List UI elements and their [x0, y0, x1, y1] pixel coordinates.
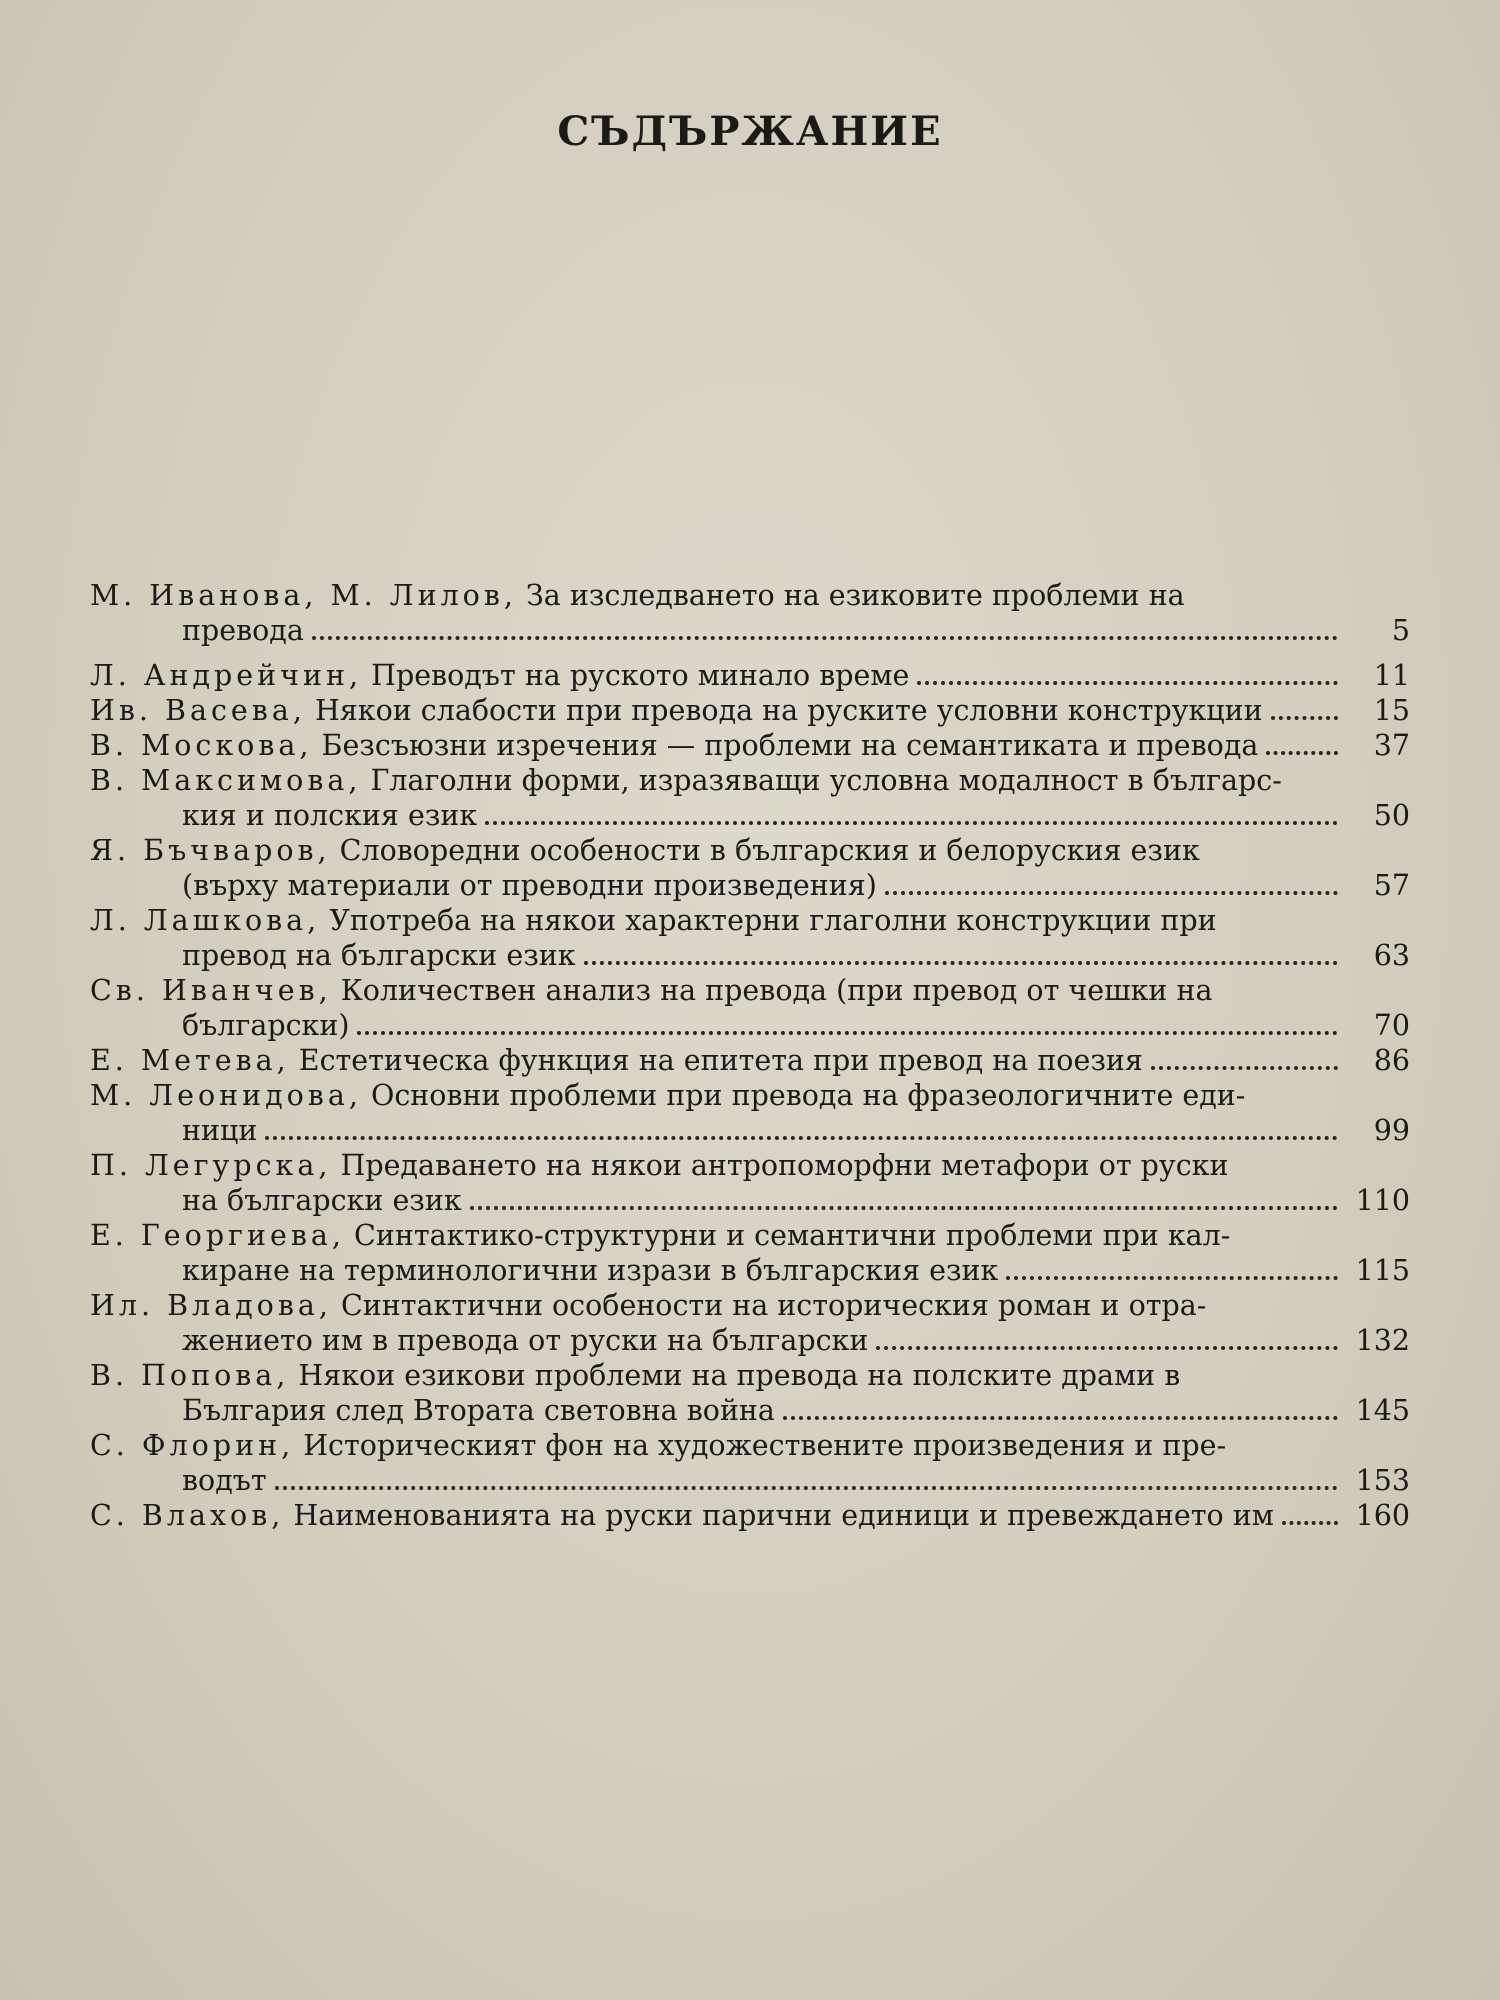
toc-author: Е. Георгиева, — [90, 1219, 345, 1252]
toc-author: Е. Метева, — [90, 1044, 290, 1077]
toc-page-number: 86 — [1373, 1044, 1410, 1077]
toc-entry-last-line — [90, 938, 1410, 973]
page-title: СЪДЪРЖАНИЕ — [557, 108, 943, 155]
toc-author: М. Леонидова, — [90, 1079, 362, 1112]
toc-title: Предаването на някои антропоморфни метафори от руски — [340, 1149, 1229, 1182]
toc-entry-line — [90, 658, 1410, 693]
toc-entry — [90, 1218, 1410, 1288]
dot-leader — [470, 1206, 1338, 1210]
toc-entry-last-line — [90, 1183, 1410, 1218]
dot-leader — [783, 1416, 1338, 1420]
toc-page-number: 132 — [1355, 1324, 1410, 1357]
toc-entry — [90, 1043, 1410, 1078]
toc-page-number: 115 — [1355, 1254, 1410, 1287]
toc-entry — [90, 693, 1410, 728]
toc-entry-last-line — [90, 1323, 1410, 1358]
toc-title: Употреба на някои характерни глаголни конструкции при — [329, 904, 1217, 937]
toc-author: С. Влахов, — [90, 1499, 285, 1532]
toc-title: Историческият фон на художествените произведения и пре- — [303, 1429, 1227, 1462]
toc-author: В. Максимова, — [90, 764, 362, 797]
toc-title-continuation: жението им в превода от руски на български — [182, 1324, 869, 1357]
dot-leader — [265, 1136, 1338, 1140]
dot-leader — [1266, 751, 1338, 755]
toc-entry-first-line — [90, 833, 1410, 868]
toc-entry — [90, 1358, 1410, 1428]
toc-title: Някои слабости при превода на руските условни конструкции — [314, 694, 1263, 727]
toc-entry-first-line — [90, 973, 1410, 1008]
toc-entry — [90, 1078, 1410, 1148]
toc-entry-last-line — [90, 1463, 1410, 1498]
toc-title: Синтактико-структурни и семантични проблеми при кал- — [354, 1219, 1231, 1252]
toc-title: Естетическа функция на епитета при превод на поезия — [298, 1044, 1143, 1077]
dot-leader — [885, 891, 1338, 895]
dot-leader — [1151, 1066, 1338, 1070]
toc-title-continuation: превода — [182, 614, 304, 647]
toc-page-number: 99 — [1373, 1114, 1410, 1147]
toc-entry — [90, 903, 1410, 973]
toc-title-continuation: български) — [182, 1009, 350, 1042]
toc-entry — [90, 1148, 1410, 1218]
toc-entry-first-line — [90, 1288, 1410, 1323]
toc-entry — [90, 578, 1410, 648]
toc-title: Словоредни особености в българския и белоруския език — [339, 834, 1200, 867]
toc-entry-line — [90, 1043, 1410, 1078]
toc-entry — [90, 833, 1410, 903]
toc-entry-first-line — [90, 578, 1410, 613]
dot-leader — [1006, 1276, 1338, 1280]
toc-page-number: 63 — [1373, 939, 1410, 972]
toc-title-continuation: на български език — [182, 1184, 462, 1217]
toc-entry — [90, 1288, 1410, 1358]
toc-page-number: 5 — [1391, 614, 1410, 647]
toc-entry-text — [90, 658, 909, 693]
dot-leader — [1271, 716, 1338, 720]
toc-title-continuation: (върху материали от преводни произведения) — [182, 869, 877, 902]
toc-entry-text — [90, 1498, 1274, 1533]
toc-author: М. Иванова, М. Лилов, — [90, 579, 517, 612]
toc-entry-text — [90, 728, 1258, 763]
toc-entry — [90, 728, 1410, 763]
toc-page-number: 15 — [1373, 694, 1410, 727]
toc-page-number: 50 — [1373, 799, 1410, 832]
toc-entry-last-line — [90, 1253, 1410, 1288]
toc-page-number: 110 — [1355, 1184, 1410, 1217]
toc-title-continuation: водът — [182, 1464, 267, 1497]
toc-entry-last-line — [90, 1393, 1410, 1428]
toc-title: За изследването на езиковите проблеми на — [526, 579, 1185, 612]
toc-title: Наименованията на руски парични единици и превеждането им — [293, 1499, 1274, 1532]
toc-entry-text — [90, 1043, 1143, 1078]
toc-title: Синтактични особености на историческия роман и отра- — [340, 1289, 1207, 1322]
toc-title: Основни проблеми при превода на фразеологичните еди- — [370, 1079, 1246, 1112]
toc-entry-text — [90, 693, 1263, 728]
toc-entry-first-line — [90, 903, 1410, 938]
toc-page-number: 37 — [1373, 729, 1410, 762]
toc-entry-first-line — [90, 1078, 1410, 1113]
dot-leader — [275, 1486, 1338, 1490]
toc-entry-first-line — [90, 1428, 1410, 1463]
toc-entry — [90, 763, 1410, 833]
toc-title-continuation: превод на български език — [182, 939, 576, 972]
toc-entry — [90, 1498, 1410, 1533]
toc-entry-line — [90, 1498, 1410, 1533]
toc-page-number: 11 — [1373, 659, 1410, 692]
toc-entry — [90, 973, 1410, 1043]
toc-entry-last-line — [90, 798, 1410, 833]
toc-author: В. Москова, — [90, 729, 313, 762]
toc-title: Някои езикови проблеми на превода на полските драми в — [298, 1359, 1181, 1392]
toc-entry-last-line — [90, 1008, 1410, 1043]
toc-author: П. Легурска, — [90, 1149, 332, 1182]
toc-title: Глаголни форми, изразяващи условна модалност в българс- — [370, 764, 1282, 797]
toc-title: Безсъюзни изречения — проблеми на семантиката и превода — [321, 729, 1259, 762]
dot-leader — [312, 636, 1338, 640]
toc-entry — [90, 1428, 1410, 1498]
toc-entry-last-line — [90, 868, 1410, 903]
dot-leader — [917, 681, 1338, 685]
toc-author: Ил. Владова, — [90, 1289, 332, 1322]
toc-entry-line — [90, 693, 1410, 728]
toc-page-number: 160 — [1355, 1499, 1410, 1532]
toc-title-continuation: България след Втората световна война — [182, 1394, 775, 1427]
toc-entry-last-line — [90, 1113, 1410, 1148]
toc-page-number: 57 — [1373, 869, 1410, 902]
toc-entry-last-line — [90, 613, 1410, 648]
toc-page-number: 153 — [1355, 1464, 1410, 1497]
toc-author: Я. Бъчваров, — [90, 834, 331, 867]
toc-title-continuation: кия и полския език — [182, 799, 478, 832]
toc-title-continuation: ници — [182, 1114, 258, 1147]
toc-entry — [90, 658, 1410, 693]
toc-author: Л. Лашкова, — [90, 904, 321, 937]
dot-leader — [584, 961, 1338, 965]
toc-page-number: 145 — [1355, 1394, 1410, 1427]
toc-title: Преводът на руското минало време — [371, 659, 910, 692]
dot-leader — [357, 1031, 1338, 1035]
table-of-contents — [90, 578, 1410, 1533]
dot-leader — [485, 821, 1338, 825]
toc-author: Св. Иванчев, — [90, 974, 332, 1007]
toc-title-continuation: киране на терминологични изрази в българския език — [182, 1254, 999, 1287]
toc-entry-first-line — [90, 1148, 1410, 1183]
toc-author: В. Попова, — [90, 1359, 290, 1392]
toc-author: Л. Андрейчин, — [90, 659, 363, 692]
toc-author: С. Флорин, — [90, 1429, 295, 1462]
dot-leader — [876, 1346, 1338, 1350]
toc-author: Ив. Васева, — [90, 694, 306, 727]
toc-title: Количествен анализ на превода (при превод от чешки на — [340, 974, 1213, 1007]
toc-entry-first-line — [90, 1218, 1410, 1253]
dot-leader — [1282, 1521, 1338, 1525]
toc-entry-first-line — [90, 763, 1410, 798]
toc-entry-line — [90, 728, 1410, 763]
toc-entry-first-line — [90, 1358, 1410, 1393]
toc-page-number: 70 — [1373, 1009, 1410, 1042]
